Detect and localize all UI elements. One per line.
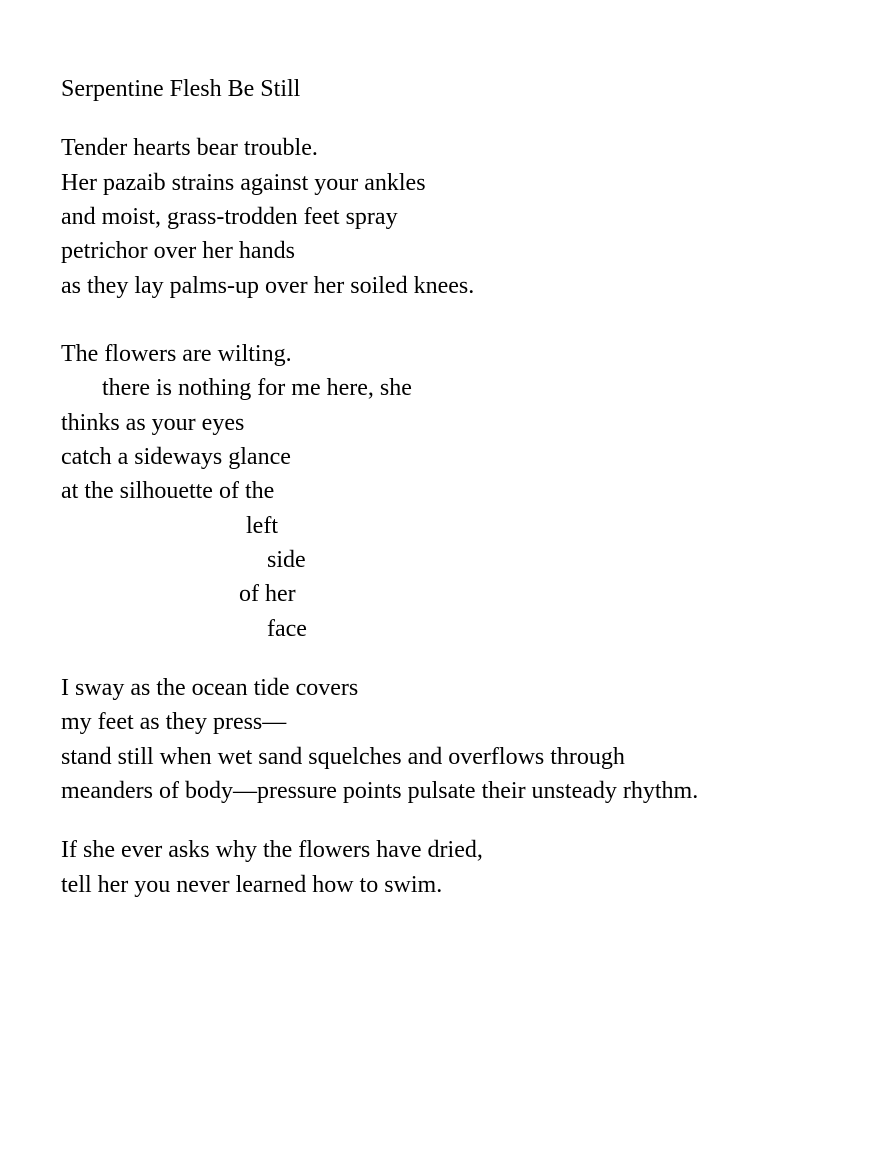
stanza3-line-1: I sway as the ocean tide covers (61, 675, 359, 701)
stanza4-line-1: If she ever asks why the flowers have dried, (61, 837, 483, 863)
stanza2-line-5: at the silhouette of the (61, 478, 275, 504)
stanza2-line-1: The flowers are wilting. (61, 341, 292, 367)
stanza3-line-2: my feet as they press— (61, 709, 287, 735)
stanza2-line-9: face (267, 616, 307, 642)
stanza1-line-3: and moist, grass-trodden feet spray (61, 204, 398, 230)
stanza4-line-2: tell her you never learned how to swim. (61, 872, 443, 898)
stanza2-line-8: of her (239, 581, 296, 607)
stanza2-line-2: there is nothing for me here, she (102, 375, 412, 401)
stanza2-line-4: catch a sideways glance (61, 444, 291, 470)
stanza2-line-7: side (267, 547, 306, 573)
stanza3-line-4: meanders of body—pressure points pulsate their unsteady rhythm. (61, 778, 699, 804)
stanza2-line-3: thinks as your eyes (61, 410, 245, 436)
stanza1-line-5: as they lay palms-up over her soiled knees. (61, 273, 475, 299)
stanza1-line-4: petrichor over her hands (61, 238, 295, 264)
stanza3-line-3: stand still when wet sand squelches and overflows through (61, 744, 625, 770)
stanza1-line-1: Tender hearts bear trouble. (61, 135, 318, 161)
stanza1-line-2: Her pazaib strains against your ankles (61, 170, 426, 196)
poem-title: Serpentine Flesh Be Still (61, 76, 301, 102)
stanza2-line-6: left (246, 513, 278, 539)
